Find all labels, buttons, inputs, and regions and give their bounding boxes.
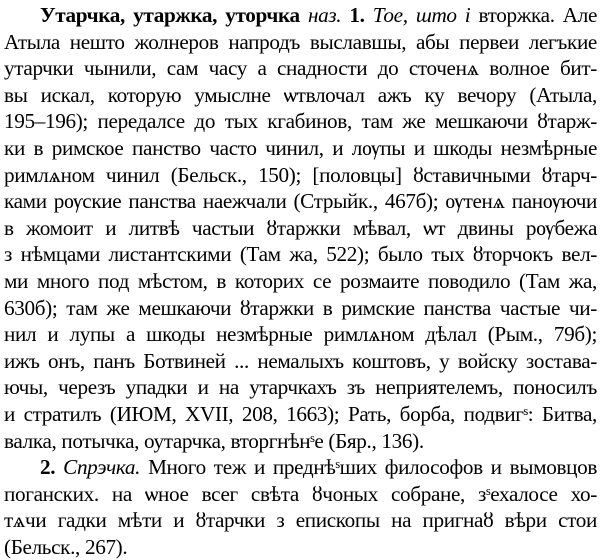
text-line: ми много под мѣстом, в которих се розмаите поводило (Там жа, <box>4 268 597 293</box>
text-line: нил и лупы а шкоды незмѣрные римлѧном дѣлал (Рым., 79б); <box>4 322 597 347</box>
sense-2-last-line: (Бельск., 267). <box>4 534 128 559</box>
sense-1-gloss <box>373 3 597 27</box>
text-line: утарчки чынили, сам часу а снадности до сточенѧ волное бит- <box>4 56 597 81</box>
text-line: римлѧном чинил (Бельск., 150); [половцы] ȣставичными ȣтарч- <box>4 162 597 187</box>
text-line: Атыла нешто жолнеров напродъ выславшы, абы первеи легъкие <box>4 29 597 54</box>
part-of-speech: наз. <box>307 3 342 27</box>
text-line: 195–196); передалсе до тых кгабинов, там же мешкаючи ȣтарж- <box>4 109 597 134</box>
headword: Утарчка, утаржка, уторчка <box>40 3 300 27</box>
gloss-italic: Тое, што і <box>372 3 471 27</box>
text-line: з нѣмцами листантскими (Там жа, 522); было тых ȣторчокъ вел- <box>4 242 597 267</box>
text-line: вы искал, которую умыслне ѡтвлочал ажъ ку вечору (Атыла, <box>4 82 597 107</box>
text-line: тѧчи гадки мѣти и ȣтарчки з епископы на пригнаȣ вѣри стои <box>4 508 597 533</box>
sense-2-gloss: Спрэчка. <box>63 455 141 480</box>
text-line: ками рѹские панства наежчали (Стрыйк., 467б); ѹтенѧ панѹючи <box>4 189 597 214</box>
gloss-rest: вторжка. Але <box>470 3 598 27</box>
text-line: и стратилъ (ИЮМ, XVII, 208, 1663); Рать, борба, подвигˢ: Битва, <box>4 401 597 426</box>
text-line: ки в римское панство часто чинил, и лѹпы и шкоды незмѣрные <box>4 135 597 160</box>
text-line: ючы, черезъ упадки и на утарчкахъ зъ неприятелемъ, поносилъ <box>4 375 597 400</box>
entry-line-sense-2 <box>4 454 597 481</box>
sense-number-1: 1. <box>349 3 365 27</box>
text-line: ижъ онъ, панъ Ботвиней ... немалыхъ коштовъ, у войску зостава- <box>4 348 597 373</box>
entry-line-1 <box>4 2 597 29</box>
text-line: 630б); там же мешкаючи ȣтаржки в римские панства частые чи- <box>4 295 597 320</box>
sense-2-first-rest: Много теж и преднѣˢших философов и вымовцов <box>140 455 597 480</box>
sense-number-2: 2. <box>40 455 56 480</box>
sense-1-body <box>4 29 597 428</box>
sense-2-body <box>4 481 597 534</box>
text-line: в жомоит и литвѣ частыи ȣтаржки мѣвал, ѡт двины рѹбежа <box>4 215 597 240</box>
text-line: поганских. на ѡное всег свѣта ȣчоных собране, зˢехалосе хо- <box>4 481 597 506</box>
sense-1-last-line: валка, потычка, оутарчка, вторгнѣнˢе (Бяр., 136). <box>4 428 424 453</box>
